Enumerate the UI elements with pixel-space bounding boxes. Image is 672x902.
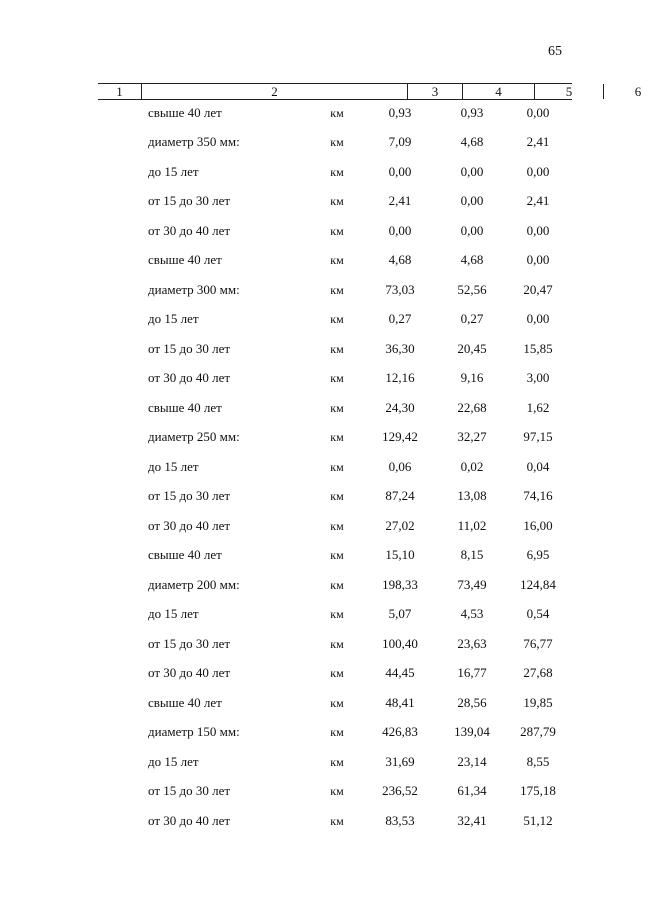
table-row	[0, 368, 640, 388]
row-value-col5: 4,68	[460, 134, 484, 149]
row-unit: км	[330, 224, 344, 238]
table-row	[0, 722, 640, 742]
row-value-col4: 12,16	[385, 370, 415, 385]
row-unit: км	[330, 342, 344, 356]
row-unit: км	[330, 666, 344, 680]
row-value-col5: 8,15	[460, 547, 484, 562]
row-label: от 15 до 30 лет	[148, 636, 231, 651]
row-value-col4: 44,45	[385, 665, 415, 680]
row-label: свыше 40 лет	[148, 547, 222, 562]
row-value-col5: 9,16	[460, 370, 484, 385]
row-label: диаметр 300 мм:	[148, 282, 240, 297]
row-value-col5: 0,02	[460, 459, 484, 474]
table-row	[0, 457, 640, 477]
row-label: свыше 40 лет	[148, 105, 222, 120]
row-unit: км	[330, 725, 344, 739]
row-unit: км	[330, 814, 344, 828]
row-label: от 15 до 30 лет	[148, 193, 231, 208]
row-value-col4: 129,42	[382, 429, 418, 444]
row-value-col6: 2,41	[526, 134, 550, 149]
row-value-col4: 0,00	[388, 223, 412, 238]
table-row	[0, 162, 640, 182]
row-label: диаметр 350 мм:	[148, 134, 240, 149]
table-row	[0, 781, 640, 801]
row-value-col4: 5,07	[388, 606, 412, 621]
table-row	[0, 604, 640, 624]
row-value-col5: 52,56	[457, 282, 487, 297]
table-row	[0, 575, 640, 595]
row-value-col4: 0,27	[388, 311, 412, 326]
column-header-4: 4	[462, 84, 534, 99]
row-label: от 30 до 40 лет	[148, 813, 231, 828]
row-value-col6: 0,00	[526, 164, 550, 179]
row-value-col6: 97,15	[523, 429, 553, 444]
row-value-col5: 22,68	[457, 400, 487, 415]
row-value-col6: 51,12	[523, 813, 553, 828]
row-label: до 15 лет	[148, 606, 199, 621]
row-value-col5: 0,00	[460, 164, 484, 179]
row-value-col6: 0,00	[526, 311, 550, 326]
row-value-col4: 36,30	[385, 341, 415, 356]
row-label: свыше 40 лет	[148, 400, 222, 415]
table-row	[0, 132, 640, 152]
table-row	[0, 309, 640, 329]
row-unit: км	[330, 489, 344, 503]
table-row	[0, 221, 640, 241]
table-row	[0, 486, 640, 506]
row-value-col6: 27,68	[523, 665, 553, 680]
row-unit: км	[330, 637, 344, 651]
row-unit: км	[330, 784, 344, 798]
row-value-col5: 73,49	[457, 577, 487, 592]
row-value-col4: 0,93	[388, 105, 412, 120]
row-value-col6: 16,00	[523, 518, 553, 533]
row-value-col5: 0,93	[460, 105, 484, 120]
row-value-col5: 0,27	[460, 311, 484, 326]
row-label: свыше 40 лет	[148, 252, 222, 267]
row-value-col5: 0,00	[460, 223, 484, 238]
row-unit: км	[330, 607, 344, 621]
row-value-col4: 7,09	[388, 134, 412, 149]
row-label: от 30 до 40 лет	[148, 665, 231, 680]
row-value-col4: 2,41	[388, 193, 412, 208]
row-value-col4: 87,24	[385, 488, 415, 503]
row-label: от 30 до 40 лет	[148, 223, 231, 238]
row-label: диаметр 200 мм:	[148, 577, 240, 592]
row-value-col5: 11,02	[457, 518, 487, 533]
row-value-col4: 73,03	[385, 282, 415, 297]
row-label: диаметр 250 мм:	[148, 429, 240, 444]
row-value-col5: 32,41	[457, 813, 487, 828]
row-value-col5: 13,08	[457, 488, 487, 503]
row-value-col5: 32,27	[457, 429, 487, 444]
row-unit: км	[330, 401, 344, 415]
row-label: свыше 40 лет	[148, 695, 222, 710]
row-value-col4: 24,30	[385, 400, 415, 415]
row-label: от 15 до 30 лет	[148, 488, 231, 503]
row-value-col6: 2,41	[526, 193, 550, 208]
column-header-1: 1	[116, 84, 123, 99]
row-label: до 15 лет	[148, 164, 199, 179]
table-row	[0, 191, 640, 211]
row-unit: км	[330, 460, 344, 474]
row-value-col5: 16,77	[457, 665, 487, 680]
row-unit: км	[330, 371, 344, 385]
row-value-col6: 1,62	[526, 400, 550, 415]
row-value-col5: 28,56	[457, 695, 487, 710]
row-unit: км	[330, 135, 344, 149]
row-value-col6: 0,04	[526, 459, 550, 474]
row-value-col4: 31,69	[385, 754, 415, 769]
row-value-col6: 6,95	[526, 547, 550, 562]
table-row	[0, 693, 640, 713]
row-value-col4: 100,40	[382, 636, 418, 651]
row-value-col4: 4,68	[388, 252, 412, 267]
row-value-col4: 198,33	[382, 577, 418, 592]
row-unit: км	[330, 165, 344, 179]
row-label: до 15 лет	[148, 459, 199, 474]
table-row	[0, 339, 640, 359]
row-value-col6: 124,84	[520, 577, 556, 592]
row-value-col4: 48,41	[385, 695, 415, 710]
row-unit: км	[330, 519, 344, 533]
table-row	[0, 752, 640, 772]
table-row	[0, 427, 640, 447]
row-value-col5: 23,63	[457, 636, 487, 651]
table-row	[0, 280, 640, 300]
row-unit: км	[330, 696, 344, 710]
table-row	[0, 250, 640, 270]
row-unit: км	[330, 194, 344, 208]
row-value-col4: 27,02	[385, 518, 415, 533]
row-unit: км	[330, 106, 344, 120]
table-row	[0, 545, 640, 565]
row-label: от 15 до 30 лет	[148, 783, 231, 798]
column-header-6: 6	[603, 84, 672, 99]
row-unit: км	[330, 578, 344, 592]
row-value-col4: 236,52	[382, 783, 418, 798]
row-value-col4: 15,10	[385, 547, 415, 562]
row-label: от 30 до 40 лет	[148, 518, 231, 533]
row-label: диаметр 150 мм:	[148, 724, 240, 739]
row-value-col5: 61,34	[457, 783, 487, 798]
row-value-col6: 0,00	[526, 223, 550, 238]
row-label: от 15 до 30 лет	[148, 341, 231, 356]
table-row	[0, 516, 640, 536]
row-label: до 15 лет	[148, 311, 199, 326]
row-value-col6: 74,16	[523, 488, 553, 503]
table-row	[0, 663, 640, 683]
row-value-col6: 287,79	[520, 724, 556, 739]
row-value-col6: 0,00	[526, 252, 550, 267]
row-value-col6: 0,54	[526, 606, 550, 621]
row-value-col6: 15,85	[523, 341, 553, 356]
row-value-col6: 20,47	[523, 282, 553, 297]
row-value-col5: 4,68	[460, 252, 484, 267]
column-header-3: 3	[407, 84, 462, 99]
row-value-col5: 20,45	[457, 341, 487, 356]
table-row	[0, 398, 640, 418]
row-value-col6: 19,85	[523, 695, 553, 710]
row-value-col4: 426,83	[382, 724, 418, 739]
row-value-col4: 0,06	[388, 459, 412, 474]
row-label: от 30 до 40 лет	[148, 370, 231, 385]
row-unit: км	[330, 312, 344, 326]
column-header-5: 5	[534, 84, 603, 99]
row-unit: км	[330, 283, 344, 297]
row-value-col5: 4,53	[460, 606, 484, 621]
row-value-col6: 76,77	[523, 636, 553, 651]
page-number: 65	[548, 44, 562, 59]
row-value-col4: 83,53	[385, 813, 415, 828]
row-label: до 15 лет	[148, 754, 199, 769]
table-row	[0, 634, 640, 654]
row-value-col6: 0,00	[526, 105, 550, 120]
row-value-col6: 175,18	[520, 783, 556, 798]
table-header-row	[98, 83, 642, 100]
column-header-2: 2	[141, 84, 407, 99]
row-value-col6: 8,55	[526, 754, 550, 769]
table-row	[0, 103, 640, 123]
table-row	[0, 811, 640, 831]
row-value-col5: 23,14	[457, 754, 487, 769]
row-unit: км	[330, 253, 344, 267]
row-value-col6: 3,00	[526, 370, 550, 385]
table	[98, 83, 642, 100]
row-value-col4: 0,00	[388, 164, 412, 179]
row-unit: км	[330, 755, 344, 769]
row-value-col5: 0,00	[460, 193, 484, 208]
row-unit: км	[330, 430, 344, 444]
row-unit: км	[330, 548, 344, 562]
row-value-col5: 139,04	[454, 724, 490, 739]
